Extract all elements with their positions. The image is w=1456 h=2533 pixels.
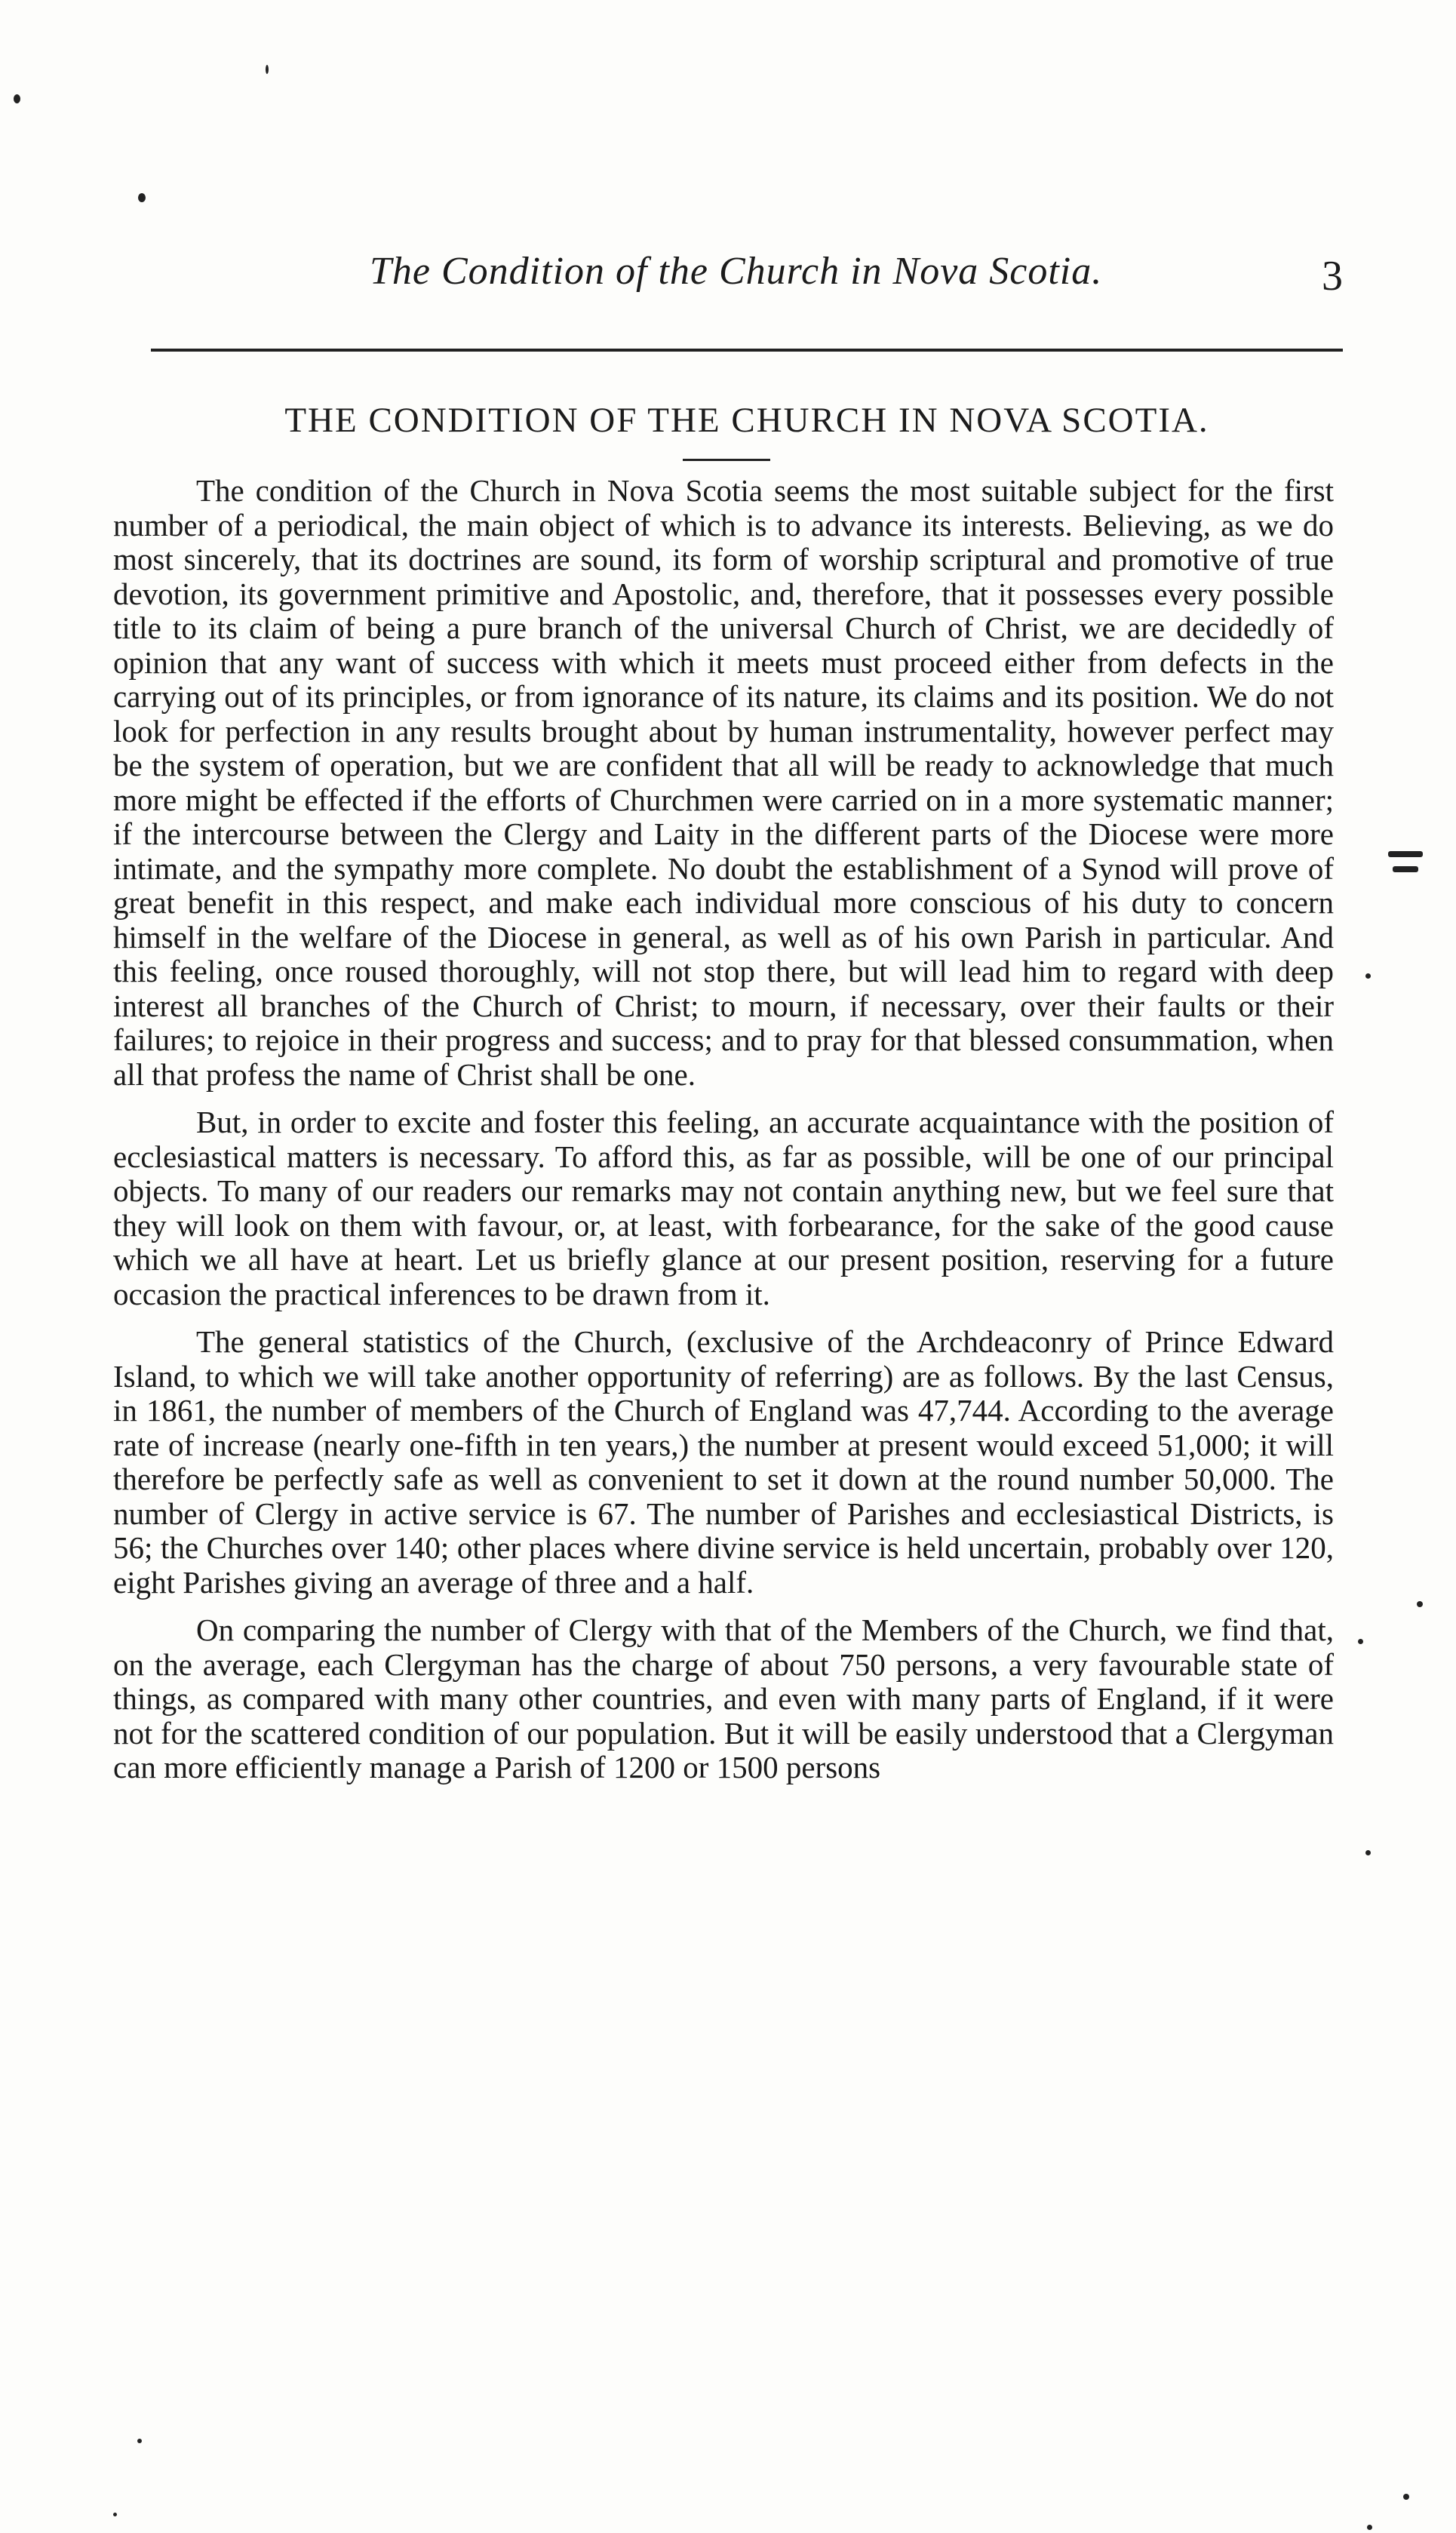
paragraph-3: The general statistics of the Church, (exclusive of the Archdeaconry of Prince Edward Island, to which we will take another opportunity of referring) are as follows. By the last Census, in 1861, the number of members of the Church of England was 47,744. According to the average rate of increase (nearly one-fifth in ten years,) the number at present would exceed 51,000; it will therefore be perfectly safe as well as convenient to set it down at the round number 50,000. The number of Clergy in active service is 67. The number of Parishes and ecclesiastical Districts, is 56; the Churches over 140; other places where divine service is held uncertain, probably over 120, eight Parishes giving an average of three and a half. — [113, 1324, 1334, 1600]
paragraph-1: The condition of the Church in Nova Scotia seems the most suitable subject for the first number of a periodical, the main object of which is to advance its interests. Believing, as we do most sincerely, that its doctrines are sound, its form of worship scriptural and promotive of true devotion, its government primitive and Apostolic, and, therefore, that it possesses every possible title to its claim of being a pure branch of the universal Church of Christ, we are decidedly of opinion that any want of success with which it meets must proceed either from defects in the carrying out of its principles, or from ignorance of its nature, its claims and its position. We do not look for perfection in any results brought about by human instrumentality, however perfect may be the system of operation, but we are confident that all will be ready to acknowledge that much more might be effected if the efforts of Churchmen were carried on in a more systematic manner; if the intercourse between the Clergy and Laity in the different parts of the Diocese were more intimate, and the sympathy more complete. No doubt the establishment of a Synod will prove of great benefit in this respect, and make each individual more conscious of his duty to concern himself in the welfare of the Diocese in general, as well as of his own Parish in particular. And this feeling, once roused thoroughly, will not stop there, but will lead him to regard with deep interest all branches of the Church of Christ; to mourn, if necessary, over their faults or their failures; to rejoice in their progress and success; and to pray for that blessed consummation, when all that profess the name of Christ shall be one. — [113, 473, 1334, 1092]
page-number: 3 — [1322, 253, 1343, 300]
title-rule — [683, 459, 770, 461]
header-rule — [151, 349, 1343, 352]
paragraph-4: On comparing the number of Clergy with that of the Members of the Church, we find that, on the average, each Clergyman has the charge of about 750 persons, a very favourable state of things, as compared with many other countries, and even with many parts of England, if it were not for the scattered condition of our population. But it will be easily understood that a Clergyman can more efficiently manage a Parish of 1200 or 1500 persons — [113, 1612, 1334, 1784]
paragraph-2: But, in order to excite and foster this feeling, an accurate acquaintance with the position of ecclesiastical matters is necessary. To afford this, as far as possible, will be one of our principal objects. To many of our readers our remarks may not contain anything new, but we feel sure that they will look on them with favour, or, at least, with forbearance, for the sake of the good cause which we all have at heart. Let us briefly glance at our present position, reserving for a future occasion the practical inferences to be drawn from it. — [113, 1105, 1334, 1311]
running-title: The Condition of the Church in Nova Scotia. — [370, 250, 1103, 293]
article-title: THE CONDITION OF THE CHURCH IN NOVA SCOTIA. — [284, 401, 1209, 440]
article-body — [113, 474, 1334, 1799]
running-head — [151, 249, 1343, 332]
